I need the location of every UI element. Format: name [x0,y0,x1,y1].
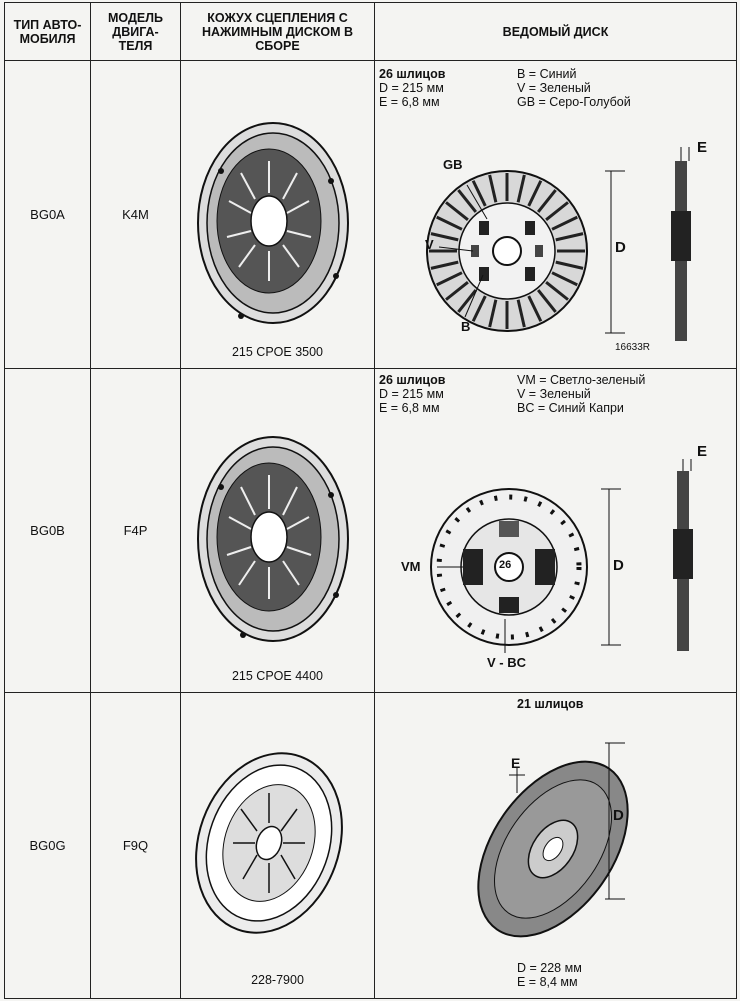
clutch-spec-table [4,2,737,999]
figure-reference: 16633R [615,342,651,353]
callout-e: E [697,443,708,460]
table-row [5,61,737,369]
clutch-cover-cell [181,693,375,999]
hub-spline-count: 26 [499,559,512,571]
vehicle-type-cell: BG0A [5,61,91,369]
header-clutch-cover: КОЖУХ СЦЕПЛЕНИЯ С НАЖИМНЫМ ДИСКОМ В СБОРЕ [181,3,375,61]
driven-disc-cell [375,61,737,369]
table-row [5,369,737,693]
disc-dimensions: D = 228 мм E = 8,4 мм [517,961,582,989]
engine-model-cell: F4P [91,369,181,693]
driven-disc-drawing [375,61,737,369]
cover-part-number: 228-7900 [251,973,304,987]
color-codes: VM = Светло-зеленый V = Зеленый BC = Синий Капри [517,373,646,415]
disc-splines: 21 шлицов [517,697,584,711]
cover-part-number: 215 CPOE 4400 [231,669,324,683]
driven-disc-cell [375,693,737,999]
callout-d: D [613,807,624,824]
vehicle-type-cell: BG0G [5,693,91,999]
engine-model-cell: K4M [91,61,181,369]
driven-disc-drawing [375,369,737,693]
callout-e: E [697,139,708,156]
callout-e: E [511,755,521,771]
disc-specs: 26 шлицов D = 215 мм E = 6,8 мм [379,67,446,109]
color-codes: B = Синий V = Зеленый GB = Серо-Голубой [517,67,631,109]
callout-v: V [425,237,434,252]
engine-model-cell: F9Q [91,693,181,999]
cover-part-number: 215 CPOE 3500 [231,345,324,359]
callout-d: D [613,557,624,574]
callout-d: D [615,239,626,256]
driven-disc-drawing [375,693,737,999]
header-driven-disc: ВЕДОМЫЙ ДИСК [375,3,737,61]
vehicle-type-cell: BG0B [5,369,91,693]
callout-vm: VM [401,559,421,574]
header-engine-model: МОДЕЛЬ ДВИГА- ТЕЛЯ [91,3,181,61]
callout-v-bc: V - BC [487,655,526,670]
clutch-cover-drawing [181,61,375,369]
clutch-cover-cell [181,369,375,693]
table-row [5,693,737,999]
header-vehicle-type: ТИП АВТО- МОБИЛЯ [5,3,91,61]
driven-disc-cell [375,369,737,693]
clutch-cover-cell [181,61,375,369]
disc-specs: 26 шлицов D = 215 мм E = 6,8 мм [379,373,446,415]
callout-b: B [461,319,471,334]
clutch-cover-drawing [181,693,375,999]
header-row [5,3,737,61]
callout-gb: GB [443,157,463,172]
clutch-cover-drawing [181,369,375,693]
